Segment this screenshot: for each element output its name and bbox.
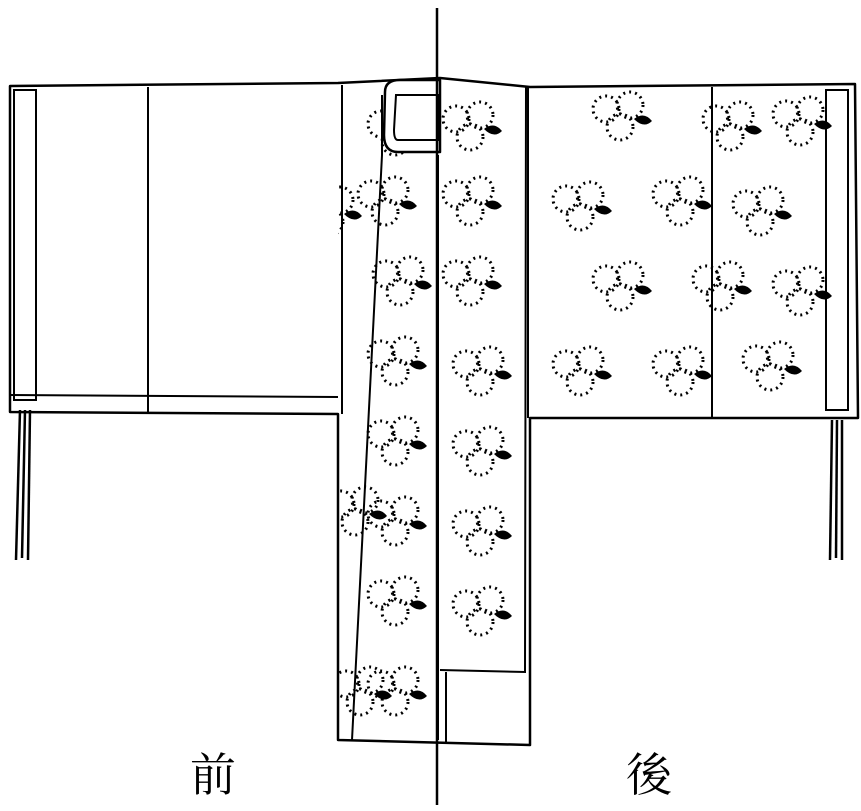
garment-outline bbox=[10, 78, 858, 745]
front-label: 前 bbox=[190, 748, 236, 802]
back-label: 後 bbox=[626, 748, 672, 802]
collar-band bbox=[384, 80, 440, 152]
